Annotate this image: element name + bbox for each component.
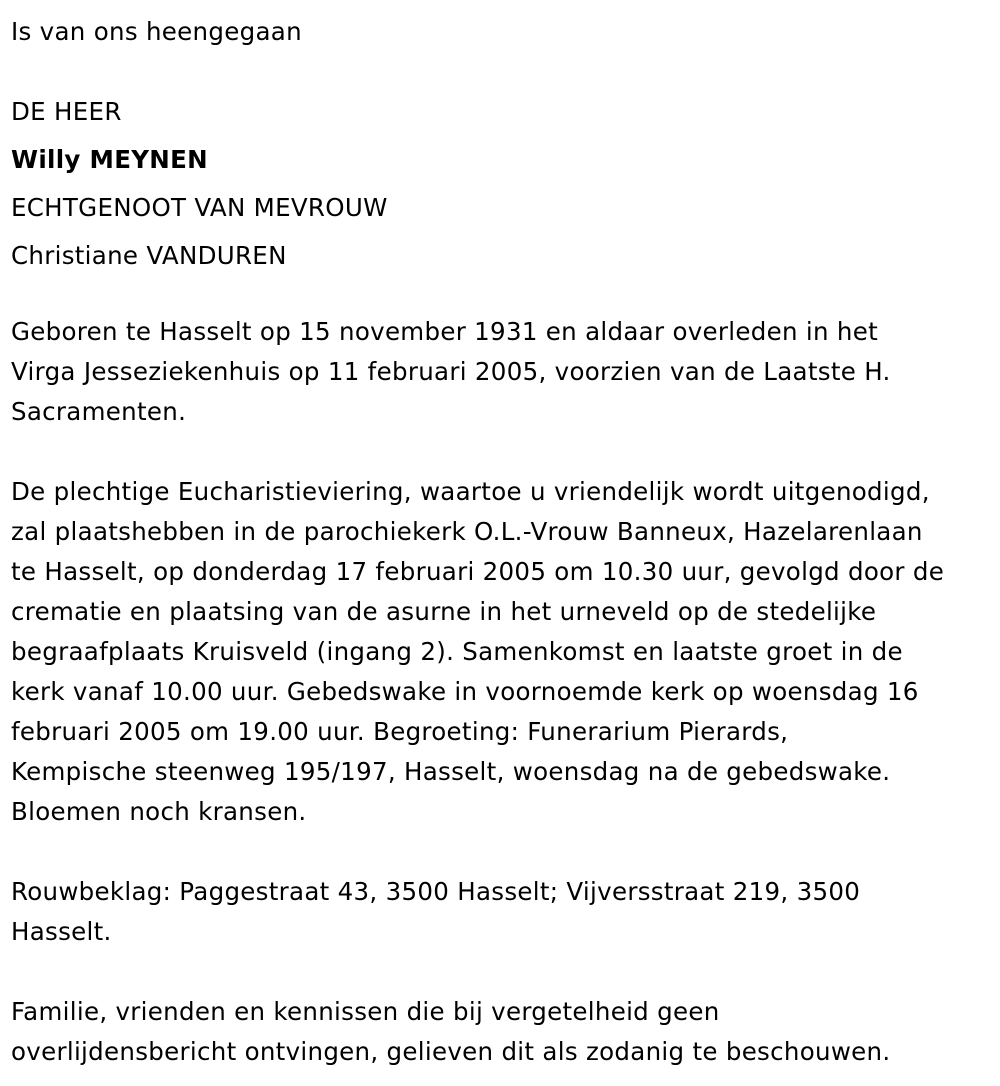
title-text: DE HEER	[11, 97, 122, 126]
paragraph-line: Rouwbeklag: Paggestraat 43, 3500 Hasselt; Vijversstraat 219, 3500	[11, 877, 861, 906]
paragraph-line: Kempische steenweg 195/197, Hasselt, woensdag na de gebedswake.	[11, 757, 891, 786]
paragraph-line: Virga Jesseziekenhuis op 11 februari 2005, voorzien van de Laatste H.	[11, 357, 891, 386]
paragraph-line: begraafplaats Kruisveld (ingang 2). Samenkomst en laatste groet in de	[11, 637, 903, 666]
paragraph-line: Geboren te Hasselt op 15 november 1931 en aldaar overleden in het	[11, 317, 879, 346]
spouse-name: Christiane VANDUREN	[11, 241, 287, 270]
paragraph-line: crematie en plaatsing van de asurne in het urneveld op de stedelijke	[11, 597, 877, 626]
paragraph-line: februari 2005 om 19.00 uur. Begroeting: Funerarium Pierards,	[11, 717, 789, 746]
birth-death-paragraph	[11, 312, 1000, 432]
paragraph-line: Hasselt.	[11, 917, 112, 946]
paragraph-line: overlijdensbericht ontvingen, gelieven dit als zodanig te beschouwen.	[11, 1037, 891, 1066]
ceremony-paragraph	[11, 472, 1000, 832]
mourning-address-paragraph	[11, 872, 1000, 952]
paragraph-line: kerk vanaf 10.00 uur. Gebedswake in voornoemde kerk op woensdag 16	[11, 677, 919, 706]
paragraph-line: te Hasselt, op donderdag 17 februari 2005 om 10.30 uur, gevolgd door de	[11, 557, 945, 586]
paragraph-line: Bloemen noch kransen.	[11, 797, 307, 826]
paragraph-line: Familie, vrienden en kennissen die bij vergetelheid geen	[11, 997, 720, 1026]
paragraph-line: Sacramenten.	[11, 397, 187, 426]
paragraph-line: zal plaatshebben in de parochiekerk O.L.-Vrouw Banneux, Hazelarenlaan	[11, 517, 923, 546]
paragraph-line: De plechtige Eucharistieviering, waartoe u vriendelijk wordt uitgenodigd,	[11, 477, 930, 506]
intro-text: Is van ons heengegaan	[11, 17, 302, 46]
closing-paragraph	[11, 992, 1000, 1072]
spouse-label: ECHTGENOOT VAN MEVROUW	[11, 193, 388, 222]
deceased-name: Willy MEYNEN	[11, 145, 208, 174]
